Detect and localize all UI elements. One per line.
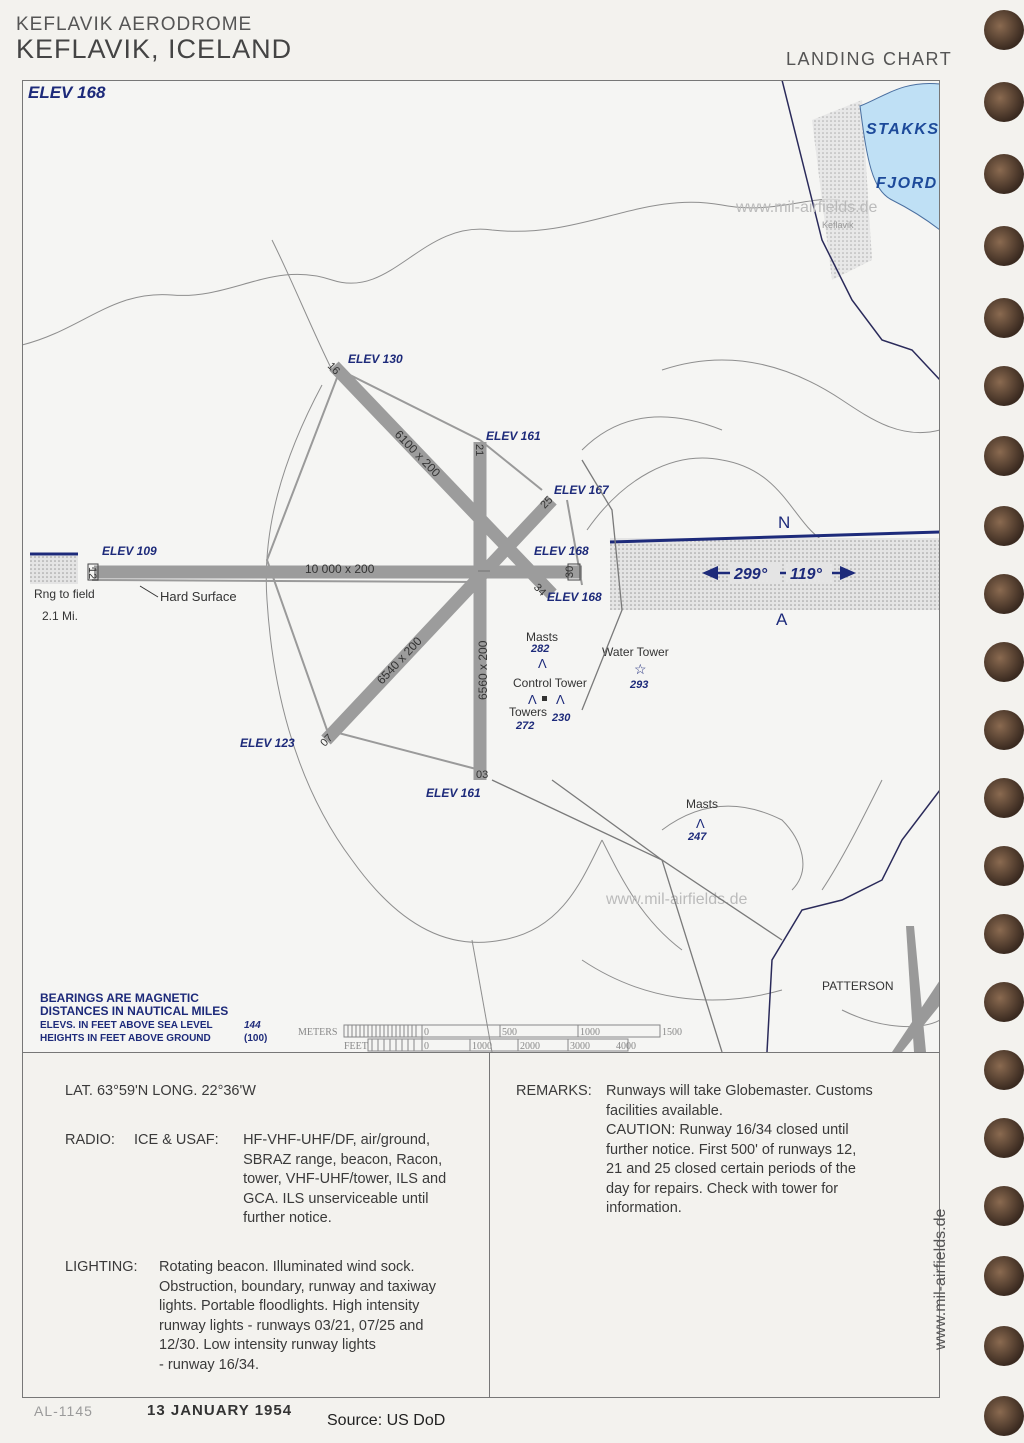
approach-letter-a: A xyxy=(776,610,788,629)
tower-icon-2: Λ xyxy=(556,692,565,707)
document-id: AL-1145 xyxy=(34,1403,93,1419)
chart-type-label: LANDING CHART xyxy=(786,49,953,69)
side-watermark: www.mil-airfields.de xyxy=(932,1208,949,1350)
binder-hole xyxy=(984,914,1024,954)
binder-hole xyxy=(984,982,1024,1022)
lighting-line: lights. Portable floodlights. High intensity xyxy=(159,1298,420,1314)
lighting-section xyxy=(65,1258,485,1375)
info-column-divider xyxy=(489,1052,490,1398)
binder-hole xyxy=(984,226,1024,266)
legend-distances: DISTANCES IN NAUTICAL MILES xyxy=(40,1004,229,1018)
lighting-line: - runway 16/34. xyxy=(159,1356,259,1373)
control-tower-label: Control Tower xyxy=(513,676,587,690)
binder-hole xyxy=(984,10,1024,50)
lighting-line: 12/30. Low intensity runway lights xyxy=(159,1337,376,1353)
scale-m-1000: 1000 xyxy=(580,1027,600,1038)
towers-label: Towers xyxy=(509,705,548,719)
binder-hole xyxy=(984,436,1024,476)
watermark-map-2: www.mil-airfields.de xyxy=(606,891,748,908)
lighting-line: Obstruction, boundary, runway and taxiway xyxy=(159,1278,437,1295)
radio-label: RADIO: xyxy=(65,1132,115,1148)
legend-elevs: ELEVS. IN FEET ABOVE SEA LEVEL xyxy=(40,1020,213,1031)
legend-heights: HEIGHTS IN FEET ABOVE GROUND xyxy=(40,1033,211,1044)
radio-section xyxy=(65,1131,485,1229)
masts-1-height: 282 xyxy=(531,643,550,655)
scale-f-2000: 2000 xyxy=(520,1041,540,1052)
masts-1-label: Masts xyxy=(526,630,559,644)
radio-sub-label: ICE & USAF: xyxy=(134,1132,219,1148)
binder-hole xyxy=(984,1050,1024,1090)
scale-m-1500: 1500 xyxy=(662,1027,682,1038)
legend-elevs-example: 144 xyxy=(244,1020,261,1031)
lighting-line: Rotating beacon. Illuminated wind sock. xyxy=(159,1259,415,1275)
remarks-line: CAUTION: Runway 16/34 closed until xyxy=(606,1122,849,1138)
fjord-label-stakks: STAKKS xyxy=(866,121,940,138)
tower-icon: Λ xyxy=(528,692,537,707)
runway-number-30: 30 xyxy=(564,565,576,578)
scale-meters-label: METERS xyxy=(298,1027,338,1038)
rng-to-field-label: Rng to field xyxy=(34,587,95,601)
patterson-label: PATTERSON xyxy=(822,979,894,993)
lighting-label: LIGHTING: xyxy=(65,1259,138,1275)
masts-2-label: Masts xyxy=(686,797,719,811)
binder-hole xyxy=(984,710,1024,750)
elev-130: ELEV 130 xyxy=(348,352,403,366)
source-credit: Source: US DoD xyxy=(327,1412,446,1429)
radio-line: further notice. xyxy=(243,1210,332,1226)
binder-hole xyxy=(984,154,1024,194)
runway-07-25-dims: 6540 x 200 xyxy=(373,634,425,688)
radio-line: GCA. ILS unserviceable until xyxy=(243,1190,429,1207)
elev-168-east: ELEV 168 xyxy=(534,544,589,558)
runway-number-07: 07 xyxy=(318,732,336,750)
remarks-line: day for repairs. Check with tower for xyxy=(606,1180,839,1197)
lighting-line: runway lights - runways 03/21, 07/25 and xyxy=(159,1317,424,1334)
runway-number-34: 34 xyxy=(530,581,549,599)
keflavik-town-label: Keflavik xyxy=(822,220,854,230)
runway-number-03: 03 xyxy=(476,769,489,781)
hard-surface-label: Hard Surface xyxy=(160,589,237,604)
scale-f-4000: 4000 xyxy=(616,1041,636,1052)
scale-f-0: 0 xyxy=(424,1041,429,1052)
remarks-label: REMARKS: xyxy=(516,1083,592,1099)
scale-feet-label: FEET xyxy=(344,1041,368,1052)
runway-number-16: 16 xyxy=(324,360,342,378)
legend-bearings: BEARINGS ARE MAGNETIC xyxy=(40,991,199,1005)
binder-hole xyxy=(984,298,1024,338)
binder-hole xyxy=(984,1326,1024,1366)
radio-line: tower, VHF-UHF/tower, ILS and xyxy=(243,1171,447,1187)
airport-elevation: ELEV 168 xyxy=(28,83,106,102)
scale-m-0: 0 xyxy=(424,1027,429,1038)
elev-161-north: ELEV 161 xyxy=(486,429,541,443)
masts-2-height: 247 xyxy=(688,831,707,843)
watermark-map-1: www.mil-airfields.de xyxy=(736,199,878,216)
runway-number-12: 12 xyxy=(86,567,98,580)
bearing-outbound: 119° xyxy=(790,566,822,583)
binder-hole xyxy=(984,1256,1024,1296)
binder-hole xyxy=(984,642,1024,682)
remarks-section xyxy=(516,1082,926,1219)
legend-heights-example: (100) xyxy=(244,1033,268,1044)
elev-168-southeast: ELEV 168 xyxy=(547,590,602,604)
binder-hole xyxy=(984,1186,1024,1226)
approach-letter-n: N xyxy=(778,513,791,532)
water-tower-height: 293 xyxy=(630,679,649,691)
runway-03-21-dims: 6560 x 200 xyxy=(476,640,490,700)
mast-icon-2: Λ xyxy=(696,816,705,831)
radio-line: SBRAZ range, beacon, Racon, xyxy=(243,1151,443,1168)
runway-number-21: 21 xyxy=(473,444,485,457)
radio-line: HF-VHF-UHF/DF, air/ground, xyxy=(243,1132,430,1148)
chart-date: 13 JANUARY 1954 xyxy=(147,1402,293,1419)
remarks-line: Runways will take Globemaster. Customs xyxy=(606,1083,873,1099)
water-tower-label: Water Tower xyxy=(602,645,669,659)
fjord-label-fjord: FJORD xyxy=(876,175,938,192)
binder-hole xyxy=(984,82,1024,122)
binder-hole xyxy=(984,506,1024,546)
binder-hole xyxy=(984,1396,1024,1436)
water-tower-star-icon: ☆ xyxy=(634,661,647,677)
elev-123: ELEV 123 xyxy=(240,736,295,750)
scale-f-3000: 3000 xyxy=(570,1041,590,1052)
aerodrome-subtitle: KEFLAVIK AERODROME xyxy=(16,14,253,35)
runway-16-34-dims: 6100 x 200 xyxy=(391,427,444,480)
mast-icon: Λ xyxy=(538,656,547,671)
elev-167: ELEV 167 xyxy=(554,483,609,497)
binder-hole xyxy=(984,366,1024,406)
aerodrome-title: KEFLAVIK, ICELAND xyxy=(16,34,293,64)
remarks-line: 21 and 25 closed certain periods of the xyxy=(606,1161,856,1177)
elev-161-south: ELEV 161 xyxy=(426,786,481,800)
towers-height: 272 xyxy=(516,720,535,732)
radio-text xyxy=(243,1131,483,1229)
scale-m-500: 500 xyxy=(502,1027,517,1038)
lighting-text xyxy=(159,1258,484,1375)
bearing-inbound: 299° xyxy=(734,566,768,583)
info-divider xyxy=(22,1052,940,1053)
binder-hole xyxy=(984,846,1024,886)
remarks-line: facilities available. xyxy=(606,1102,723,1119)
elev-109: ELEV 109 xyxy=(102,544,157,558)
runway-number-25: 25 xyxy=(538,494,556,512)
lat-long: LAT. 63°59'N LONG. 22°36'W xyxy=(65,1083,256,1099)
remarks-line: information. xyxy=(606,1200,682,1216)
runway-12-30-dims: 10 000 x 200 xyxy=(305,562,375,576)
remarks-text xyxy=(606,1082,922,1219)
remarks-line: further notice. First 500' of runways 12, xyxy=(606,1141,857,1158)
binder-hole xyxy=(984,778,1024,818)
rng-distance-label: 2.1 Mi. xyxy=(42,609,79,623)
control-tower-height: 230 xyxy=(552,712,571,724)
binder-hole xyxy=(984,1118,1024,1158)
scale-f-1000: 1000 xyxy=(472,1041,492,1052)
binder-hole xyxy=(984,574,1024,614)
